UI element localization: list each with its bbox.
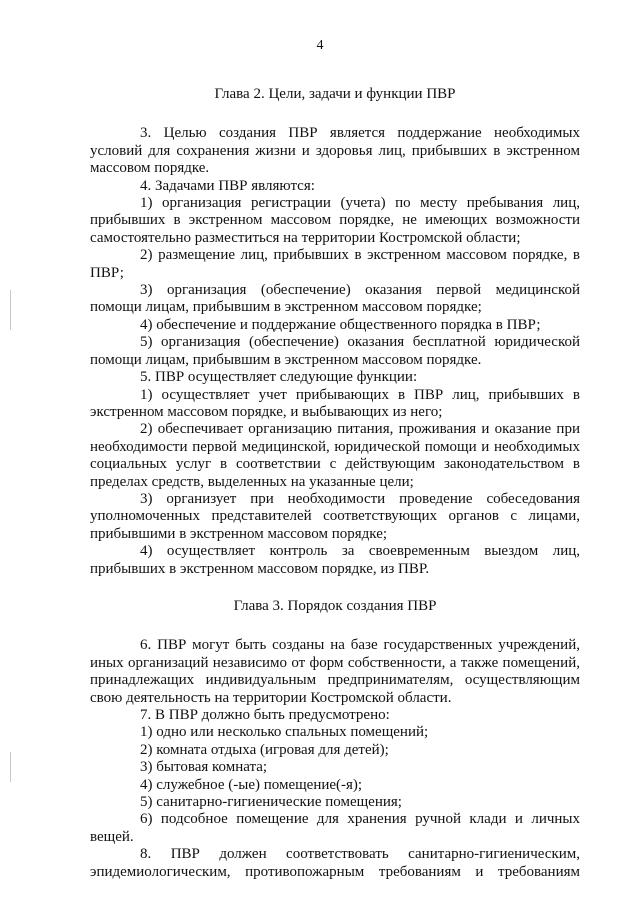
page-number: 4 — [316, 38, 324, 53]
task-item-4: 4) обеспечение и поддержание общественного порядка в ПВР; — [140, 316, 541, 333]
task-item-1: 1) организация регистрации (учета) по месту пребывания лиц, прибывших в экстренном массовом порядке, не имеющих возможности самостоятельно разместиться на территории Костромской области; — [90, 195, 580, 246]
room-item-6: 6) подсобное помещение для хранения ручной клади и личных вещей. — [90, 811, 580, 845]
chapter-3-title: Глава 3. Порядок создания ПВР — [233, 597, 437, 614]
room-item-3: 3) бытовая комната; — [140, 759, 268, 776]
room-item-1: 1) одно или несколько спальных помещений; — [140, 724, 429, 741]
room-item-5: 5) санитарно-гигиенические помещения; — [140, 794, 402, 811]
room-item-4: 4) служебное (-ые) помещение(-я); — [140, 776, 363, 793]
task-item-5: 5) организация (обеспечение) оказания бесплатной юридической помощи лицам, прибывшим в экстренном массовом порядке. — [90, 334, 580, 368]
paragraph-6: 6. ПВР могут быть созданы на базе государственных учреждений, иных организаций независимо от форм собственности, а также помещений, принадлежащих индивидуальным предпринимателям, осуществляющим свою деятельность на территории Костромской области. — [90, 637, 580, 706]
scan-edge-mark-top — [10, 290, 11, 330]
scan-edge-mark-bottom — [10, 752, 11, 782]
function-item-4: 4) осуществляет контроль за своевременным выездом лиц, прибывших в экстренном массовом порядке, из ПВР. — [90, 543, 580, 577]
paragraph-8: 8. ПВР должен соответствовать санитарно-гигиеническим, эпидемиологическим, противопожарным требованиям и требованиям — [90, 846, 580, 880]
chapter-2-title: Глава 2. Цели, задачи и функции ПВР — [214, 86, 456, 102]
task-item-3: 3) организация (обеспечение) оказания первой медицинской помощи лицам, прибывшим в экстренном массовом порядке; — [90, 282, 580, 316]
room-item-2: 2) комната отдыха (игровая для детей); — [140, 741, 389, 758]
paragraph-7: 7. В ПВР должно быть предусмотрено: — [140, 707, 390, 723]
paragraph-5: 5. ПВР осуществляет следующие функции: — [140, 369, 418, 386]
function-item-2: 2) обеспечивает организацию питания, проживания и оказание при необходимости первой медицинской, юридической помощи и необходимых социальных услуг в соответствии с действующим законодательством в пределах средств, выделенных на указанные цели; — [90, 421, 580, 490]
function-item-3: 3) организует при необходимости проведение собеседования уполномоченных представителей соответствующих органов с лицами, прибывшими в экстренном массовом порядке; — [90, 490, 580, 542]
paragraph-4: 4. Задачами ПВР являются: — [140, 177, 315, 194]
paragraph-3: 3. Целью создания ПВР является поддержание необходимых условий для сохранения жизни и здоровья лиц, прибывших в экстренном массовом порядке. — [90, 125, 580, 177]
function-item-1: 1) осуществляет учет прибывающих в ПВР лиц, прибывших в экстренном массовом порядке, и выбывающих из него; — [90, 386, 580, 420]
document-body — [90, 86, 580, 881]
task-item-2: 2) размещение лиц, прибывших в экстренном массовом порядке, в ПВР; — [90, 247, 580, 281]
